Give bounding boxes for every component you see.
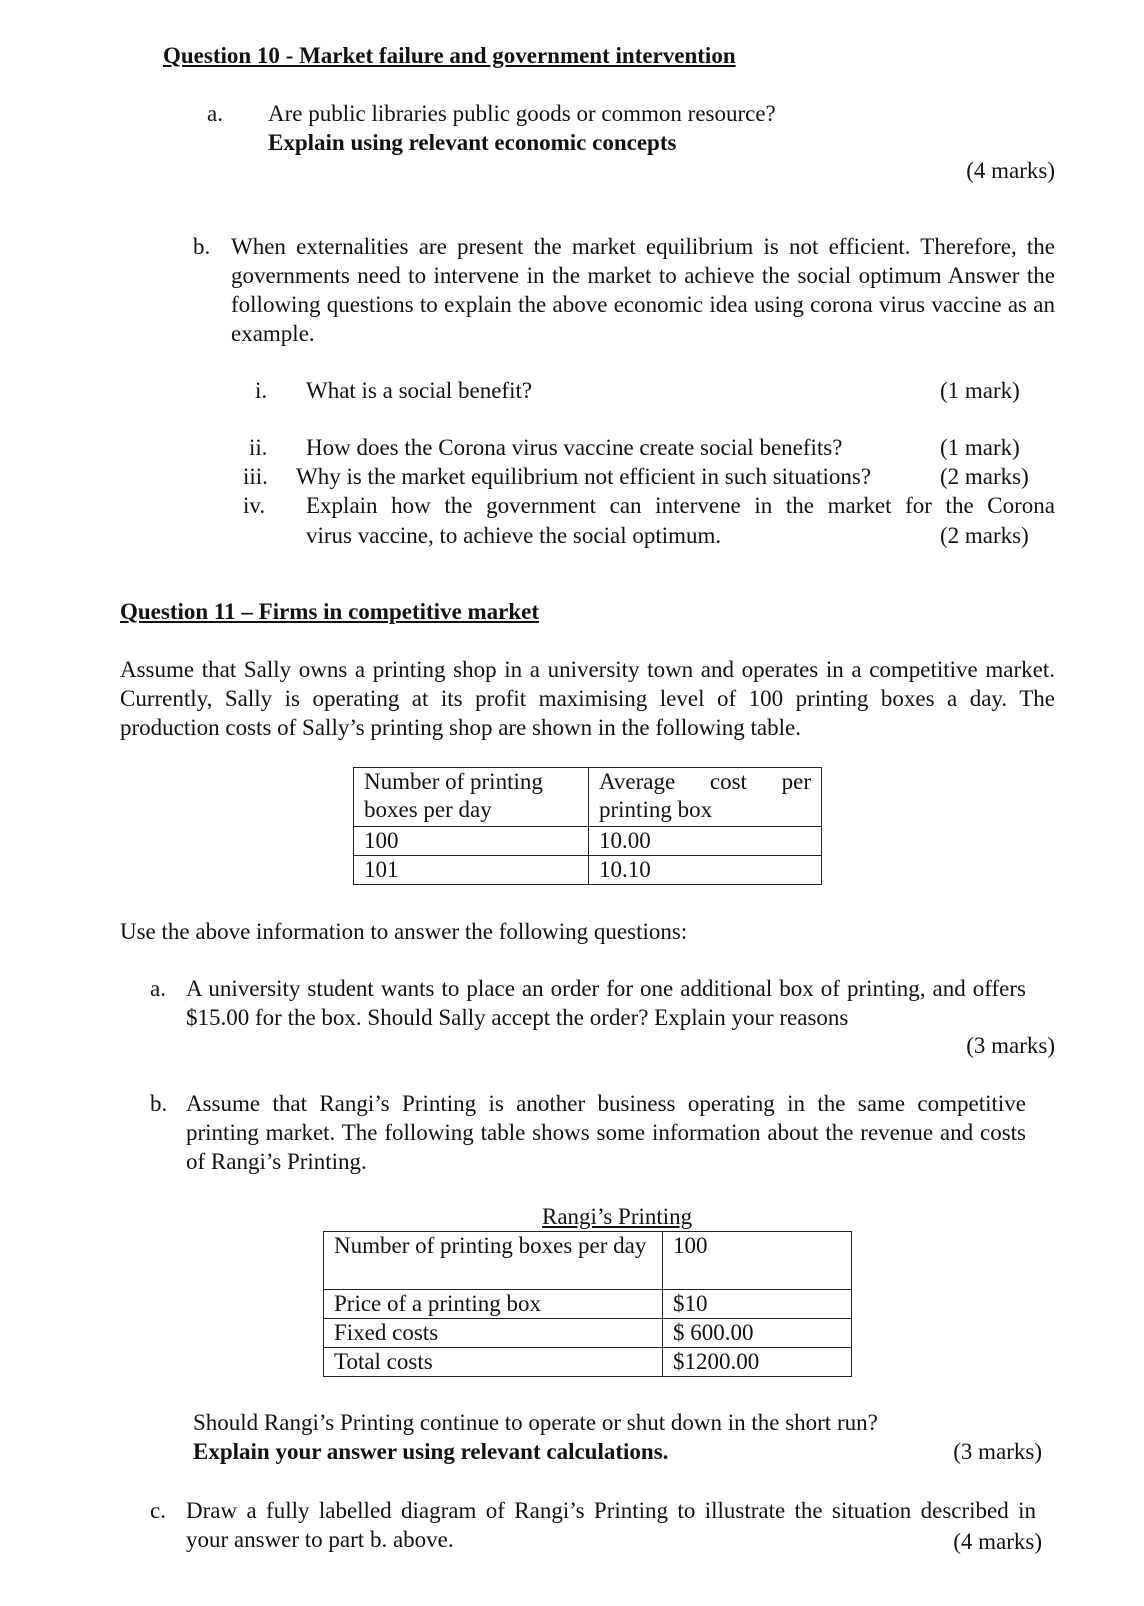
table-row <box>354 827 822 856</box>
q10-a-instruction: Explain using relevant economic concepts <box>268 130 677 155</box>
table-cell: Price of a printing box <box>324 1290 663 1319</box>
rangi-table-caption: Rangi’s Printing <box>542 1204 693 1229</box>
table-cell: 100 <box>354 827 589 856</box>
table-header-boxes: Number of printing boxes per day <box>354 768 589 827</box>
q10-a-marks: (4 marks) <box>966 158 1055 183</box>
table-row <box>324 1232 852 1290</box>
rangi-table <box>323 1231 852 1377</box>
q10-b-iv-text2: virus vaccine, to achieve the social optimum. <box>306 523 722 548</box>
q11-c-text: Draw a fully labelled diagram of Rangi’s Printing to illustrate the situation described in your answer to part b. above. <box>186 1498 1036 1552</box>
sally-cost-table <box>353 767 822 885</box>
table-header-average-cost: Average cost per printing box <box>589 768 822 827</box>
q10-b-i-num: i. <box>255 378 268 403</box>
q11-b-marks: (3 marks) <box>953 1439 1042 1464</box>
q11-a-text: A university student wants to place an order for one additional box of printing, and offers $15.00 for the box. Should Sally accept the order? Explain your reasons <box>186 976 1026 1030</box>
table-row <box>354 856 822 885</box>
table-cell: 10.10 <box>589 856 822 885</box>
q10-b-ii-num: ii. <box>249 435 268 460</box>
q11-intro: Assume that Sally owns a printing shop in a university town and operates in a competitive market. Currently, Sally is operating at its profit maximising level of 100 printing boxes a day. The production costs of Sally’s printing shop are shown in the following table. <box>120 657 1055 740</box>
q10-b-i-text: What is a social benefit? <box>306 378 533 403</box>
question-11-title: Question 11 – Firms in competitive market <box>120 599 540 624</box>
question-10-title: Question 10 - Market failure and government intervention <box>163 43 736 68</box>
q10-b-ii-marks: (1 mark) <box>940 435 1020 460</box>
q10-b-i-marks: (1 mark) <box>940 378 1020 403</box>
table-cell: $ 600.00 <box>663 1319 852 1348</box>
q10-b-iv-marks: (2 marks) <box>940 523 1029 548</box>
q11-b-instruction: Explain your answer using relevant calculations. <box>193 1439 669 1464</box>
q10-b-iii-num: iii. <box>243 464 268 489</box>
q10-b-ii-text: How does the Corona virus vaccine create social benefits? <box>306 435 843 460</box>
table-cell: $1200.00 <box>663 1348 852 1377</box>
table-cell: 101 <box>354 856 589 885</box>
q11-b-label: b. <box>150 1091 168 1116</box>
q10-b-iv-num: iv. <box>243 493 266 518</box>
q10-b-text: When externalities are present the market equilibrium is not efficient. Therefore, the governments need to intervene in the market to achieve the social optimum Answer the following questions to explain the above economic idea using corona virus vaccine as an example. <box>231 234 1055 346</box>
table-row <box>324 1319 852 1348</box>
q11-b-text: Assume that Rangi’s Printing is another business operating in the same competitive printing market. The following table shows some information about the revenue and costs of Rangi’s Printing. <box>186 1091 1026 1174</box>
q10-a-label: a. <box>207 101 223 126</box>
table-cell: 100 <box>663 1232 852 1290</box>
q10-b-iv-text: Explain how the government can intervene in the market for the Corona <box>306 493 1055 518</box>
q10-b-iii-marks: (2 marks) <box>940 464 1029 489</box>
table-row <box>324 1290 852 1319</box>
q10-b-label: b. <box>193 234 211 259</box>
table-cell: Number of printing boxes per day <box>324 1232 663 1290</box>
q11-b-question: Should Rangi’s Printing continue to operate or shut down in the short run? <box>193 1410 878 1435</box>
q11-c-marks: (4 marks) <box>953 1529 1042 1554</box>
table-cell: Fixed costs <box>324 1319 663 1348</box>
q11-a-label: a. <box>150 976 166 1001</box>
table-row <box>324 1348 852 1377</box>
q11-a-marks: (3 marks) <box>966 1033 1055 1058</box>
table-cell: $10 <box>663 1290 852 1319</box>
q10-b-iii-text: Why is the market equilibrium not efficient in such situations? <box>296 464 872 489</box>
use-info-text: Use the above information to answer the following questions: <box>120 919 688 944</box>
q11-c-label: c. <box>150 1498 166 1523</box>
table-cell: 10.00 <box>589 827 822 856</box>
table-cell: Total costs <box>324 1348 663 1377</box>
q10-a-question: Are public libraries public goods or common resource? <box>268 101 776 126</box>
